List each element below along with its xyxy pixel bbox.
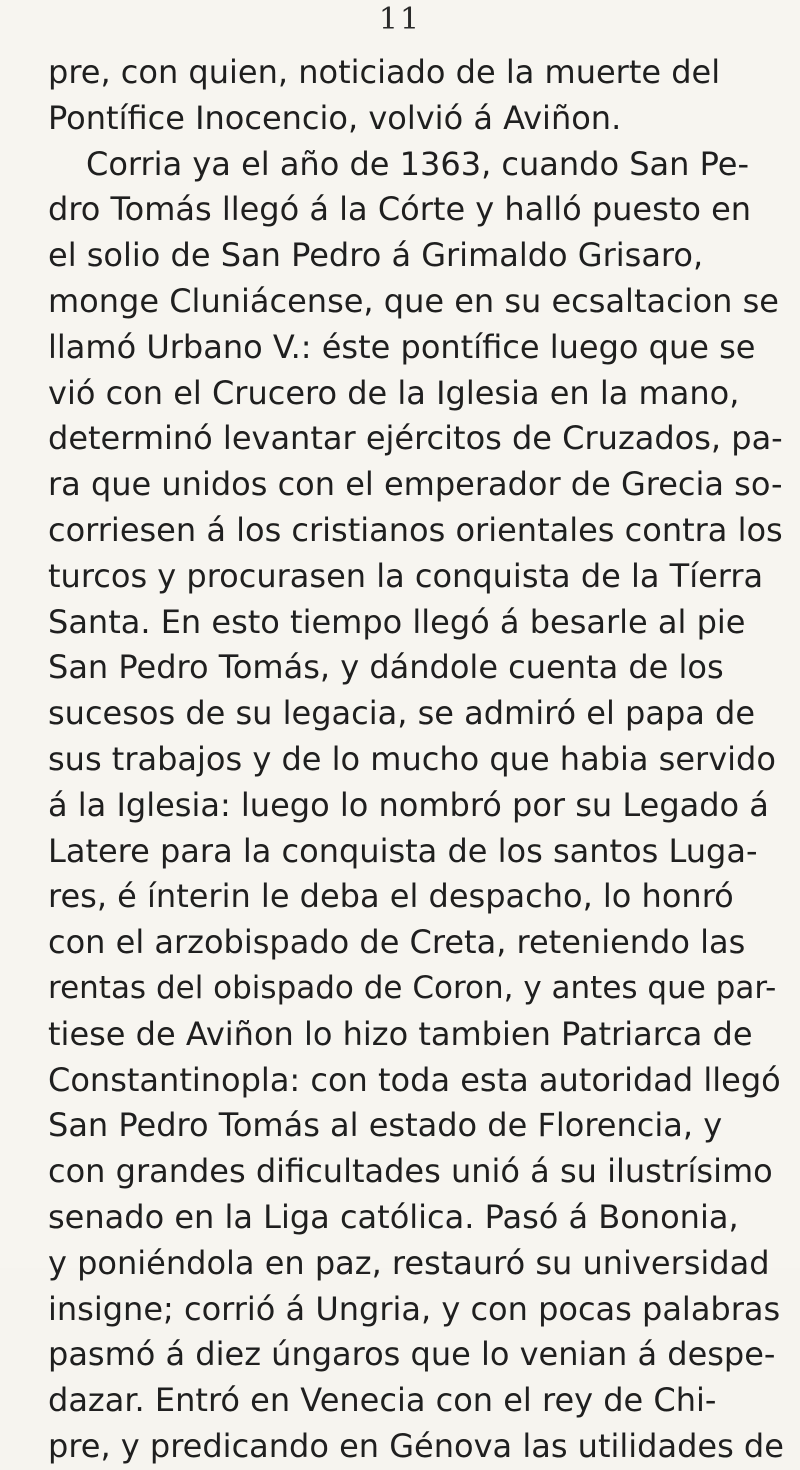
text-line: dro Tomás llegó á la Córte y halló puesto en <box>48 190 752 229</box>
text-line: dazar. Entró en Venecia con el rey de Chi- <box>48 1381 717 1420</box>
text-line: Corria ya el año de 1363, cuando San Pe- <box>86 144 749 183</box>
text-line: monge Cluniácense, que en su ecsaltacion se <box>48 281 779 320</box>
text-line: y poniéndola en paz, restauró su universidad <box>48 1243 770 1282</box>
text-line: á la Iglesia: luego lo nombró por su Legado á <box>48 785 769 824</box>
text-line: sus trabajos y de lo mucho que habia servido <box>48 739 776 778</box>
page-number: 11 <box>378 2 422 37</box>
text-line: determinó levantar ejércitos de Cruzados, pa- <box>48 419 783 458</box>
text-line: pre, con quien, noticiado de la muerte del <box>48 53 721 91</box>
body-text <box>48 50 784 1470</box>
text-line: turcos y procurasen la conquista de la Tíerra <box>48 556 764 595</box>
text-line: ra que unidos con el emperador de Grecia so- <box>48 465 783 504</box>
text-line: rentas del obispado de Coron, y antes que par- <box>48 969 777 1006</box>
text-line: sucesos de su legacia, se admiró el papa de <box>48 694 756 733</box>
text-line: senado en la Liga católica. Pasó á Bononia, <box>48 1197 739 1236</box>
text-line: llamó Urbano V.: éste pontífice luego que se <box>48 327 756 366</box>
text-line: el solio de San Pedro á Grimaldo Grisaro, <box>48 236 704 275</box>
text-line: Pontífice Inocencio, volvió á Aviñon. <box>48 98 622 137</box>
text-line: Latere para la conquista de los santos Luga- <box>48 831 758 870</box>
text-line: San Pedro Tomás, y dándole cuenta de los <box>48 648 724 687</box>
text-line: tiese de Aviñon lo hizo tambien Patriarca de <box>48 1014 753 1053</box>
text-line: Constantinopla: con toda esta autoridad llegó <box>48 1060 781 1099</box>
text-line: insigne; corrió á Ungria, y con pocas palabras <box>48 1289 781 1328</box>
text-line: pasmó á diez úngaros que lo venian á despe- <box>48 1335 776 1374</box>
text-line: corriesen á los cristianos orientales contra los <box>48 510 783 549</box>
text-line: San Pedro Tomás al estado de Florencia, y <box>48 1106 723 1145</box>
text-line: pre, y predicando en Génova las utilidades de <box>48 1426 784 1465</box>
text-line: vió con el Crucero de la Iglesia en la mano, <box>48 373 740 412</box>
text-line: res, é ínterin le deba el despacho, lo honró <box>48 877 734 916</box>
text-line: con el arzobispado de Creta, reteniendo las <box>48 923 746 962</box>
text-line: con grandes dificultades unió á su ilustrísimo <box>48 1152 773 1191</box>
text-line: Santa. En esto tiempo llegó á besarle al pie <box>48 602 746 641</box>
